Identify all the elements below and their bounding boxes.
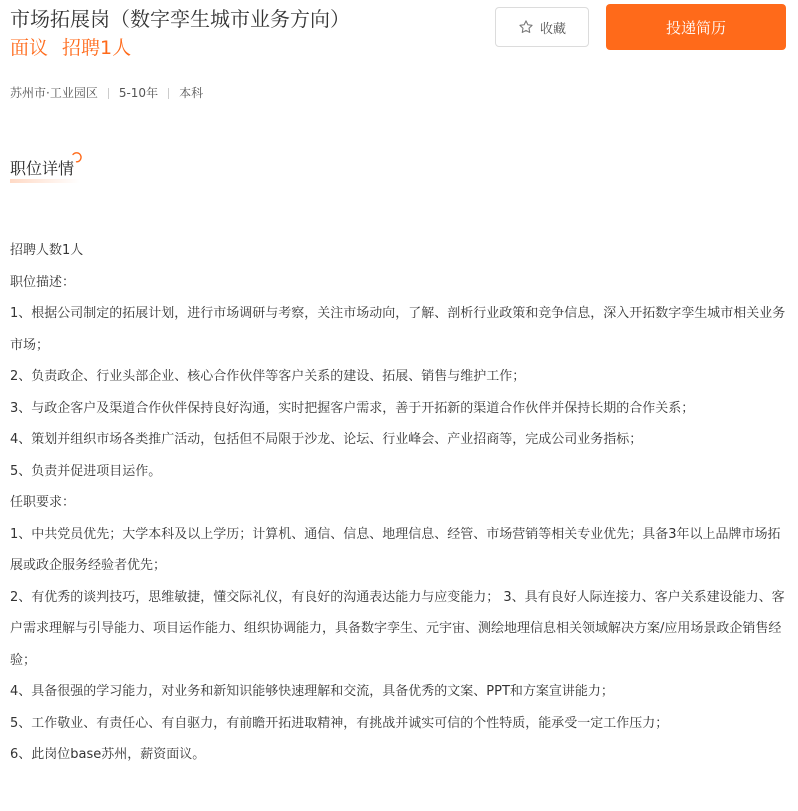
detail-line: 1、中共党员优先；大学本科及以上学历；计算机、通信、信息、地理信息、经管、市场营销等相关专业优先；具备3年以上品牌市场拓展或政企服务经验者优先； <box>10 526 781 573</box>
detail-line: 6、此岗位base苏州，薪资面议。 <box>10 747 206 762</box>
salary: 面议 <box>10 37 49 59</box>
section-title-underline <box>10 179 80 183</box>
job-meta <box>10 84 203 102</box>
detail-line: 5、负责并促进项目运作。 <box>10 463 162 479</box>
job-title: 市场拓展岗（数字孪生城市业务方向） <box>10 7 350 31</box>
section-title <box>10 157 74 181</box>
apply-label: 投递简历 <box>665 18 726 37</box>
apply-button[interactable] <box>606 4 786 50</box>
education: 本科 <box>179 86 204 100</box>
favorite-label: 收藏 <box>539 21 566 37</box>
detail-line: 职位描述： <box>10 274 76 290</box>
detail-line: 5、工作敬业、有责任心、有自驱力，有前瞻开拓进取精神，有挑战并诚实可信的个性特质，能承受一定工作压力； <box>10 715 669 731</box>
star-outline-icon <box>518 19 534 35</box>
meta-divider <box>108 88 109 99</box>
detail-line: 4、具备很强的学习能力，对业务和新知识能够快速理解和交流，具备优秀的文案、PPT和方案宣讲能力； <box>10 684 614 699</box>
job-detail <box>10 235 790 771</box>
detail-line: 招聘人数1人 <box>10 243 84 258</box>
favorite-button[interactable] <box>495 7 589 47</box>
detail-line: 任职要求： <box>10 495 76 510</box>
salary-line <box>10 34 131 62</box>
headcount: 招聘1人 <box>62 37 132 59</box>
arc-icon <box>71 151 83 163</box>
detail-line: 1、根据公司制定的拓展计划，进行市场调研与考察，关注市场动向，了解、剖析行业政策和竞争信息，深入开拓数字孪生城市相关业务市场； <box>10 306 786 353</box>
detail-line: 4、策划并组织市场各类推广活动，包括但不局限于沙龙、论坛、行业峰会、产业招商等，完成公司业务指标； <box>10 432 643 447</box>
job-header <box>10 0 790 110</box>
location: 苏州市·工业园区 <box>10 86 98 100</box>
detail-line: 3、与政企客户及渠道合作伙伴保持良好沟通，实时把握客户需求，善于开拓新的渠道合作伙伴并保持长期的合作关系； <box>10 400 695 416</box>
section-title-text: 职位详情 <box>10 159 75 178</box>
detail-line: 2、有优秀的谈判技巧，思维敏捷，懂交际礼仪，有良好的沟通表达能力与应变能力； 3、具有良好人际连接力、客户关系建设能力、客户需求理解与引导能力、项目运作能力、组织协调能力，具备数字孪生、元宇宙、测绘地理信息相关领域解决方案/应用场景政企销售经验； <box>10 589 785 668</box>
detail-line: 2、负责政企、行业头部企业、核心合作伙伴等客户关系的建设、拓展、销售与维护工作； <box>10 369 526 384</box>
experience: 5-10年 <box>118 86 159 100</box>
meta-divider <box>168 88 169 99</box>
